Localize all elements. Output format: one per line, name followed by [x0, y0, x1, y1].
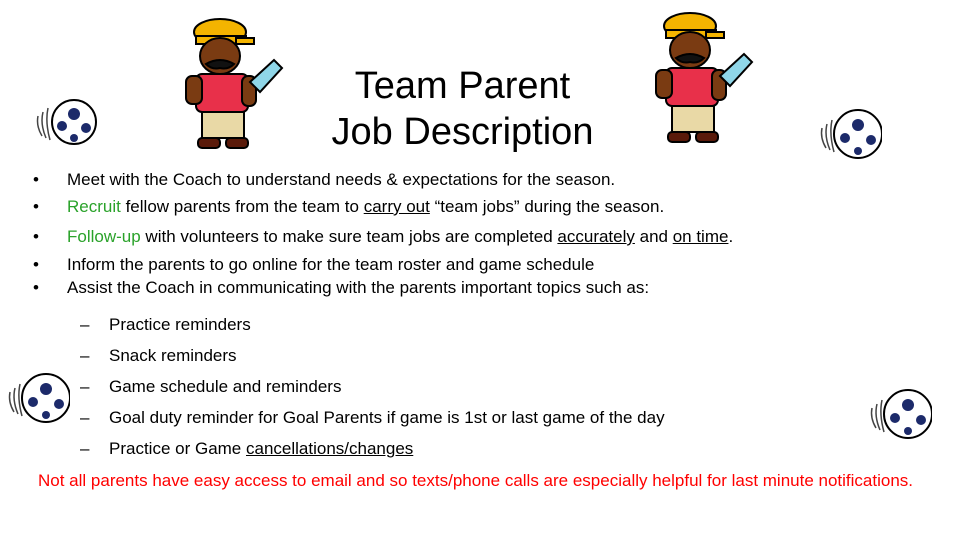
sub-bullet-game-schedule	[80, 376, 665, 407]
worker-clipart-left	[178, 12, 288, 154]
sub-bullet-text: Practice or Game	[109, 439, 246, 458]
underlined-text: accurately	[557, 227, 635, 246]
underlined-text: cancellations/changes	[246, 439, 414, 458]
bullet-assist-coach	[33, 277, 933, 299]
bullet-text: with volunteers to make sure team jobs are completed	[140, 227, 558, 246]
bullet-text: Assist the Coach in communicating with the parents important topics such as:	[67, 278, 650, 297]
bullet-list	[33, 169, 933, 299]
sub-bullet-list	[80, 314, 665, 469]
bullet-follow-up	[33, 226, 933, 254]
title-line-1: Team Parent	[354, 65, 571, 107]
sub-bullet-cancellations	[80, 438, 665, 469]
helpful-note: Not all parents have easy access to email and so texts/phone calls are especially helpful for last minute notifications.	[38, 471, 914, 490]
sub-bullet-text: Snack reminders	[109, 346, 237, 365]
slide-title	[290, 63, 635, 155]
underlined-text: carry out	[363, 197, 430, 216]
bullet-inform-parents	[33, 254, 933, 277]
sub-bullet-text: Practice reminders	[109, 315, 251, 334]
bullet-recruit	[33, 196, 933, 226]
bullet-text: Inform the parents to go online for the team roster and game schedule	[67, 255, 595, 274]
soccer-ball-bottom-right	[868, 386, 932, 442]
soccer-ball-top-left	[34, 96, 98, 148]
bullet-text: and	[634, 227, 673, 246]
title-line-2: Job Description	[331, 111, 594, 153]
sub-bullet-text: Game schedule and reminders	[109, 377, 342, 396]
bullet-keyword-follow-up: Follow-up	[67, 227, 141, 246]
bullet-keyword-recruit: Recruit	[67, 197, 121, 216]
bullet-text: .	[728, 227, 734, 246]
bullet-text: “team jobs” during the season.	[429, 197, 665, 216]
soccer-ball-bottom-left	[6, 370, 70, 426]
sub-bullet-text: Goal duty reminder for Goal Parents if game is 1st or last game of the day	[109, 408, 665, 427]
worker-clipart-right	[648, 6, 758, 148]
bullet-meet-coach	[33, 169, 933, 196]
sub-bullet-goal-duty	[80, 407, 665, 438]
sub-bullet-snack	[80, 345, 665, 376]
sub-bullet-practice	[80, 314, 665, 345]
underlined-text: on time	[672, 227, 729, 246]
bullet-text: Meet with the Coach to understand needs & expectations for the season.	[67, 170, 616, 189]
soccer-ball-top-right	[818, 106, 882, 162]
bullet-text: fellow parents from the team to	[120, 197, 364, 216]
